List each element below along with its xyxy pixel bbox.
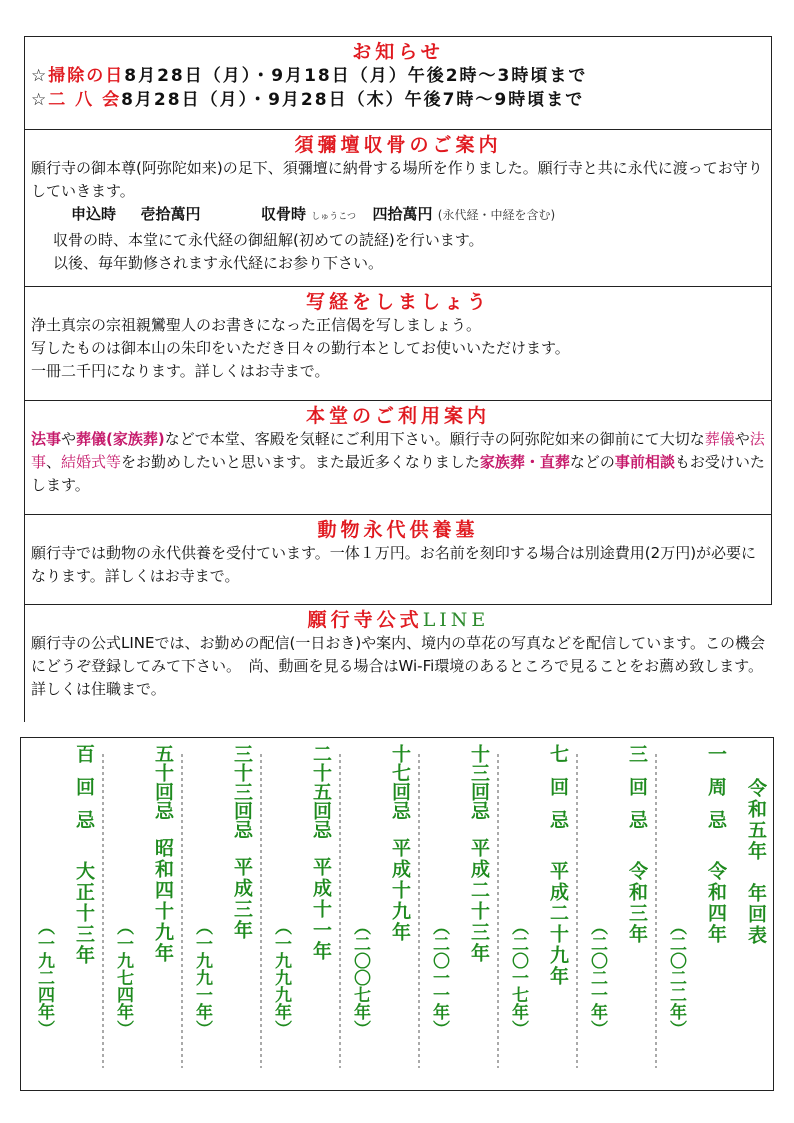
memorial-name: 三十三回忌 bbox=[231, 744, 253, 839]
calendar-column bbox=[545, 744, 571, 987]
memorial-year: （二〇一一年） bbox=[429, 918, 449, 1037]
line-body: 願行寺の公式LINEでは、お勤めの配信(一日おき)や案内、境内の草花の写真などを配信しています。この機会にどうぞ登録してみて下さい。 尚、動画を見る場合はWi-Fi環境のあるところで見ることをお薦め致します。詳しくは住職まで。 bbox=[31, 634, 765, 698]
memorial-year: （一九九九年） bbox=[271, 918, 291, 1037]
memorial-year: （二〇〇七年） bbox=[350, 918, 370, 1037]
shumidan-section bbox=[24, 129, 772, 286]
memorial-name: 二十五回忌 bbox=[310, 744, 332, 839]
shumidan-prices bbox=[31, 203, 765, 229]
price1-value: 壱拾萬円 bbox=[140, 205, 201, 223]
memorial-name: 一周忌 bbox=[705, 744, 727, 843]
memorial-name: 十七回忌 bbox=[389, 744, 411, 820]
line-section bbox=[24, 604, 772, 722]
hondo-text: をお勤めしたいと思います。また最近多くなりました bbox=[121, 453, 480, 471]
star-icon: ☆ bbox=[31, 90, 49, 110]
memorial-era: 平成三年 bbox=[231, 857, 253, 941]
notice-section bbox=[24, 36, 772, 129]
shakyo-section bbox=[24, 286, 772, 400]
calendar-column bbox=[387, 744, 413, 943]
memorial-era: 令和三年 bbox=[626, 861, 648, 945]
memorial-era: 令和四年 bbox=[705, 861, 727, 945]
shumidan-line4: 以後、毎年勤修されます永代経にお参り下さい。 bbox=[53, 254, 384, 272]
shakyo-line1: 浄土真宗の宗祖親鸞聖人のお書きになった正信偈を写しましょう。 bbox=[31, 316, 482, 334]
hondo-term: 葬儀(家族葬) bbox=[76, 430, 165, 448]
hondo-text: や bbox=[61, 430, 77, 448]
hondo-term: 葬儀 bbox=[704, 430, 735, 448]
memorial-name: 七回忌 bbox=[547, 744, 569, 843]
price2-label: 収骨時 bbox=[260, 205, 306, 223]
line-title-latin: LINE bbox=[422, 609, 490, 631]
memorial-era: 昭和四十九年 bbox=[152, 838, 174, 964]
calendar-column bbox=[703, 744, 729, 945]
memorial-name: 三回忌 bbox=[626, 744, 648, 843]
price2-value: 四拾萬円 bbox=[372, 205, 433, 223]
shumidan-line3: 収骨の時、本堂にて永代経の御紐解(初めての読経)を行います。 bbox=[53, 231, 484, 249]
shumidan-title: 須彌壇収骨のご案内 bbox=[294, 134, 502, 156]
memorial-year: （二〇一七年） bbox=[508, 918, 528, 1037]
price2-ruby: しゅうこつ bbox=[311, 212, 357, 222]
hondo-term: 事前相談 bbox=[614, 453, 675, 471]
notice-line-nihachi bbox=[31, 88, 765, 112]
hondo-term: 家族葬・直葬 bbox=[479, 453, 570, 471]
price1-label: 申込時 bbox=[71, 205, 117, 223]
hondo-text: などで本堂、客殿を気軽にご利用下さい。願行寺の阿弥陀如来の御前にて大切な bbox=[164, 430, 705, 448]
calendar-column bbox=[150, 744, 176, 964]
memorial-era: 大正十三年 bbox=[73, 861, 95, 966]
notice-title: お知らせ bbox=[352, 41, 444, 63]
memorial-era: 平成二十三年 bbox=[468, 838, 490, 964]
pet-title: 動物永代供養墓 bbox=[317, 519, 479, 541]
memorial-year: （一九九一年） bbox=[192, 918, 212, 1037]
calendar-column bbox=[71, 744, 97, 966]
hondo-term: 結婚式等 bbox=[61, 453, 122, 471]
pet-body: 願行寺では動物の永代供養を受付ています。一体１万円。お名前を刻印する場合は別途費用(2万円)が必要になります。詳しくはお寺まで。 bbox=[31, 544, 757, 585]
hondo-body bbox=[31, 428, 765, 497]
line-title bbox=[31, 608, 766, 632]
shakyo-title: 写経をしましょう bbox=[305, 291, 490, 313]
memorial-era: 平成十一年 bbox=[310, 857, 332, 962]
memorial-calendar bbox=[20, 737, 774, 1091]
calendar-column bbox=[624, 744, 650, 945]
calendar-column bbox=[229, 744, 255, 941]
hondo-term: 法事 bbox=[31, 430, 765, 471]
pet-section bbox=[24, 514, 772, 604]
hondo-term: 法事 bbox=[31, 430, 62, 448]
memorial-era: 平成二十九年 bbox=[547, 861, 569, 987]
calendar-heading: 令和五年 年回表 bbox=[745, 778, 767, 946]
memorial-name: 百回忌 bbox=[73, 744, 95, 843]
price2-note: (永代経・中経を含む) bbox=[437, 208, 556, 222]
hondo-section bbox=[24, 400, 772, 514]
calendar-column bbox=[466, 744, 492, 964]
notice-label-cleaning: 掃除の日 bbox=[48, 66, 125, 86]
bulletin bbox=[24, 36, 772, 722]
hondo-text: もお受けいたします。 bbox=[31, 453, 765, 494]
notice-line-cleaning bbox=[31, 64, 765, 88]
memorial-year: （二〇二一年） bbox=[587, 918, 607, 1037]
memorial-year: （二〇二二年） bbox=[666, 918, 686, 1037]
star-icon: ☆ bbox=[31, 66, 49, 86]
notice-text-cleaning: 8月28日（月）・9月18日（月）午後2時～3時頃まで bbox=[124, 66, 588, 86]
memorial-name: 五十回忌 bbox=[152, 744, 174, 820]
hondo-text: などの bbox=[569, 453, 615, 471]
calendar-column bbox=[308, 744, 334, 962]
notice-label-nihachi: 二 八 会 bbox=[48, 90, 122, 110]
shumidan-body: 願行寺の御本尊(阿弥陀如来)の足下、須彌壇に納骨する場所を作りました。願行寺と共に永代に渡ってお守りしていきます。 bbox=[31, 159, 763, 200]
memorial-name: 十三回忌 bbox=[468, 744, 490, 820]
memorial-year: （一九七四年） bbox=[113, 918, 133, 1037]
line-title-jp: 願行寺公式 bbox=[307, 609, 423, 631]
hondo-title: 本堂のご利用案内 bbox=[305, 405, 490, 427]
shakyo-line2: 写したものは御本山の朱印をいただき日々の勤行本としてお使いいただけます。 bbox=[31, 339, 570, 357]
memorial-era: 平成十九年 bbox=[389, 838, 411, 943]
hondo-text: 、 bbox=[46, 453, 62, 471]
hondo-text: や bbox=[734, 430, 750, 448]
notice-text-nihachi: 8月28日（月）・9月28日（木）午後7時～9時頃まで bbox=[121, 90, 585, 110]
memorial-year: （一九二四年） bbox=[34, 918, 54, 1037]
shakyo-line3: 一冊二千円になります。詳しくはお寺まで。 bbox=[31, 362, 330, 380]
